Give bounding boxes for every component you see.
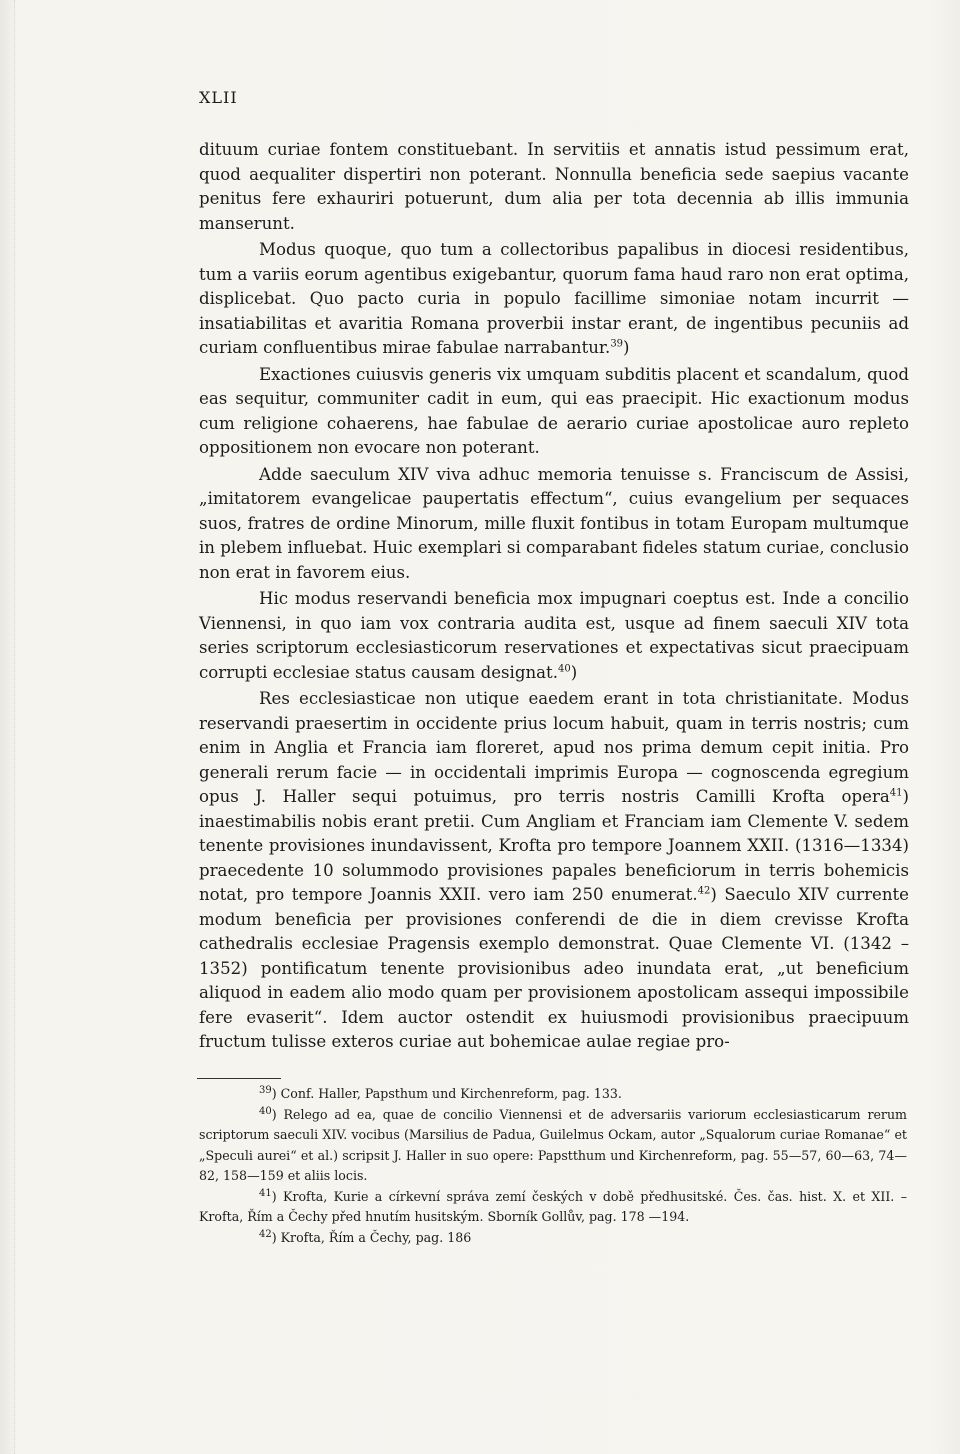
footnote xyxy=(199,1105,907,1187)
footnotes xyxy=(199,1084,907,1248)
footnote-separator xyxy=(197,1078,281,1079)
footnote-ref: 40 xyxy=(557,662,571,674)
binding-edge xyxy=(0,0,15,1454)
paragraph xyxy=(199,687,909,1055)
paragraph xyxy=(199,587,909,685)
paragraph-text: ) xyxy=(623,338,630,357)
footnote-ref: 42 xyxy=(697,885,711,897)
paragraph-text: ) Saeculo XIV currente modum beneficia per provisiones conferendi de die in diem crevisse Krofta cathedralis ecclesiae Pragensis exemplo demonstrat. Quae Clemente VI. (1342 – 1352) pontificatum tenente provisionibus adeo inundata erat, „ut beneficium aliquod in eadem alio modo quam per provisionem apostolicam assequi impossibile fere evaserit“. Idem auctor ostendit ex huiusmodi provisionibus praecipuum fructum tulisse exteros curiae aut bohemicae aulae regiae pro- xyxy=(199,885,910,1051)
footnote-number: 41 xyxy=(259,1187,272,1199)
paragraph xyxy=(199,138,909,236)
footnote xyxy=(199,1084,907,1105)
paragraph xyxy=(199,238,909,361)
footnote-text: ) Krofta, Kurie a církevní správa zemí českých v době předhusitské. Čes. čas. hist. X. et XII. – Krofta, Řím a Čechy před hnutím husitským. Sborník Gollův, pag. 178 —194. xyxy=(199,1188,907,1224)
footnote-ref: 41 xyxy=(889,787,903,799)
footnote-number: 40 xyxy=(259,1105,272,1117)
footnote xyxy=(199,1187,907,1228)
footnote-number: 39 xyxy=(259,1084,272,1096)
footnote-ref: 39 xyxy=(610,338,624,350)
paragraph-text: ) inaestimabilis nobis erant pretii. Cum Angliam et Franciam iam Clemente V. sedem tenente provisiones inundavissent, Krofta pro tempore Joannem XXII. (1316—1334) praecedente 10 solummodo provisiones papales beneficiorum in terris bohemicis notat, pro tempore Joannis XXII. vero iam 250 enumerat. xyxy=(199,787,909,904)
paragraph-text: Hic modus reservandi beneficia mox impugnari coeptus est. Inde a concilio Viennensi, in quo iam vox contraria audita est, usque ad finem saeculi XIV tota series scriptorum ecclesiasticorum reservationes et expectativas sicut praecipuam corrupti ecclesiae status causam designat. xyxy=(199,589,909,682)
paragraph-text: ) xyxy=(570,662,578,682)
page-number: XLII xyxy=(199,88,238,107)
paragraph-text: dituum curiae fontem constituebant. In servitiis et annatis istud pessimum erat, quod aequaliter dispertiri non poterant. Nonnulla beneficia sede saepius vacante penitus fere exhauriri potuerunt, dum alia per tota decennia ab illis immunia manserunt. xyxy=(199,140,909,233)
footnote xyxy=(199,1228,907,1249)
footnote-text: ) Krofta, Řím a Čechy, pag. 186 xyxy=(271,1229,472,1245)
paragraph-text: Res ecclesiasticae non utique eaedem erant in tota christianitate. Modus reservandi praesertim in occidente prius locum habuit, quam in terris nostris; cum enim in Anglia et Francia iam floreret, apud nos prima demum cepit initia. Pro generali rerum facie — in occidentali imprimis Europa — cognoscenda egregium opus J. Haller sequi potuimus, pro terris nostris Camilli Krofta opera xyxy=(199,689,909,806)
paragraph xyxy=(199,463,909,586)
main-text xyxy=(199,138,909,1055)
footnote-text: ) Relego ad ea, quae de concilio Viennensi et de adversariis variorum ecclesiasticarum rerum scriptorum saeculi XIV. vocibus (Marsilius de Padua, Guilelmus Ockam, autor „Squalorum curiae Romanae“ et „Speculi aurei“ et al.) scripsit J. Haller in suo opere: Papstthum und Kirchenreform, pag. 55—57, 60—63, 74—82, 158—159 et aliis locis. xyxy=(199,1106,907,1183)
paragraph-text: Adde saeculum XIV viva adhuc memoria tenuisse s. Franciscum de Assisi, „imitatorem evangelicae paupertatis effectum“, cuius evangelium per sequaces suos, fratres de ordine Minorum, mille fluxit fontibus in totam Europam multumque in plebem influebat. Huic exemplari si comparabant fideles statum curiae, conclusio non erat in favorem eius. xyxy=(199,464,909,582)
paragraph-text: Exactiones cuiusvis generis vix umquam subditis placent et scandalum, quod eas sequitur, communiter cadit in eum, qui eas praecipit. Hic exactionum modus cum religione cohaerens, hae fabulae de aerario curiae apostolicae auro repleto oppositionem non evocare non poterant. xyxy=(199,364,909,457)
footnote-number: 42 xyxy=(259,1228,272,1240)
paragraph-text: Modus quoque, quo tum a collectoribus papalibus in diocesi residentibus, tum a variis eorum agentibus exigebantur, quorum fama haud raro non erat optima, displicebat. Quo pacto curia in populo facillime simoniae notam incurrit — insatiabilitas et avaritia Romana proverbii instar erant, de ingentibus pecuniis ad curiam confluentibus mirae fabulae narrabantur. xyxy=(199,240,909,357)
paragraph xyxy=(199,363,909,461)
footnote-text: ) Conf. Haller, Papsthum und Kirchenreform, pag. 133. xyxy=(271,1086,622,1101)
